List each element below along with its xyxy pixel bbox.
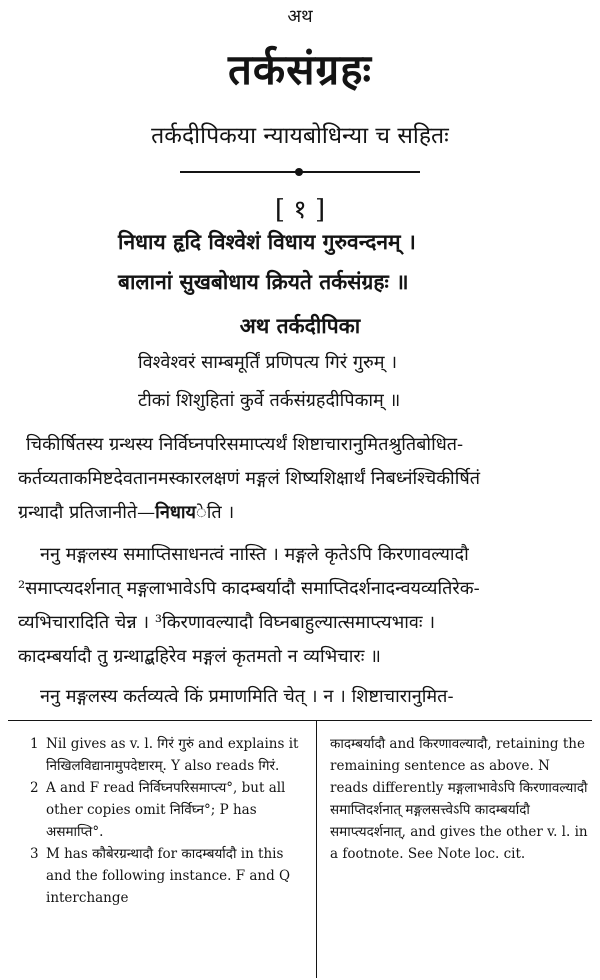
mula-verse-line-2: बालानां सुखबोधाय क्रियते तर्कसंग्रहः ॥: [118, 269, 409, 294]
footnote-3-text: M has कौबेरग्रन्थादौ for कादम्बर्यादौ in this and the following instance. F and Q interchange: [46, 846, 291, 906]
ornamental-divider: [180, 168, 420, 176]
footnote-1-text: Nil gives as v. l. गिरं गुरुं and explains it निखिलविद्यानामुपदेष्टारम्. Y also reads गिरं.: [46, 736, 299, 774]
footnotes-right-column: [330, 733, 588, 865]
paragraph-3-line-1: ननु मङ्गलस्य कर्तव्यत्वे किं प्रमाणमिति चेत् । न । शिष्टाचारानुमित-: [40, 686, 454, 707]
keyword-nidhaya: निधाय: [155, 502, 196, 523]
book-title: तर्कसंग्रहः: [227, 45, 373, 94]
commentary-verse-line-1: विश्वेश्वरं साम्बमूर्तिं प्रणिपत्य गिरं गुरुम् ।: [138, 352, 398, 373]
commentary-title: अथ तर्कदीपिका: [239, 313, 361, 338]
pre-title: अथ: [287, 6, 313, 27]
paragraph-1-line-3: [18, 500, 578, 524]
paragraph-2-line-3: व्यभिचारादिति चेन्न । ³किरणावल्यादौ विघ्नबाहुल्यात्समाप्त्यभावः ।: [18, 612, 436, 633]
book-subtitle: तर्कदीपिकया न्यायबोधिन्या च सहितः: [151, 123, 449, 149]
section-number: [ १ ]: [274, 195, 326, 225]
footnote-2: [30, 777, 306, 843]
footnote-3-number: 3: [30, 846, 39, 862]
paragraph-1-line-3-text: ग्रन्थादौ प्रतिजानीते—: [18, 502, 156, 523]
paragraph-2-line-1: ननु मङ्गलस्य समाप्तिसाधनत्वं नास्ति । मङ्गले कृतेऽपि किरणावल्यादौ: [40, 544, 469, 565]
paragraph-2-line-2: ²समाप्त्यदर्शनात् मङ्गलाभावेऽपि कादम्बर्यादौ समाप्तिदर्शनादन्वयव्यतिरेक-: [18, 578, 480, 599]
paragraph-1-line-1: चिकीर्षितस्य ग्रन्थस्य निर्विघ्नपरिसमाप्त्यर्थं शिष्टाचारानुमितश्रुतिबोधित-: [26, 434, 464, 455]
divider-dot: [295, 168, 303, 176]
footnote-1-number: 1: [30, 736, 39, 752]
footnotes-left-column: [30, 733, 306, 909]
footnote-1: [30, 733, 306, 777]
footnote-3: [30, 843, 306, 909]
paragraph-1-line-2: कर्तव्यताकमिष्टदेवतानमस्कारलक्षणं मङ्गलं शिष्यशिक्षार्थं निबध्नंश्चिकीर्षितं: [18, 468, 481, 489]
paragraph-1-line-3-tail: ेति ।: [196, 502, 235, 523]
footnote-2-number: 2: [30, 780, 39, 796]
commentary-verse-line-2: टीकां शिशुहितां कुर्वे तर्कसंग्रहदीपिकाम् ॥: [138, 390, 401, 411]
footnote-3-continuation: कादम्बर्यादौ and किरणावल्यादौ, retaining the remaining sentence as above. N reads differently मङ्गलाभावेऽपि किरणावल्यादौ समाप्तिदर्शनात् मङ्गलसत्त्वेऽपि कादम्बर्यादौ समाप्त्यदर्शनात्, and gives the other v. l. in a footnote. See Note loc. cit.: [330, 736, 588, 862]
mula-verse-line-1: निधाय हृदि विश्वेशं विधाय गुरुवन्दनम् ।: [118, 229, 416, 254]
footnote-2-text: A and F read निर्विघ्नपरिसमाप्त्य°, but all other copies omit निर्विघ्न°; P has असमाप्ति°.: [46, 780, 286, 840]
footnote-column-divider: [316, 720, 317, 978]
paragraph-2-line-4: कादम्बर्यादौ तु ग्रन्थाद्बहिरेव मङ्गलं कृतमतो न व्यभिचारः ॥: [18, 646, 381, 667]
footnote-separator: [8, 720, 592, 721]
